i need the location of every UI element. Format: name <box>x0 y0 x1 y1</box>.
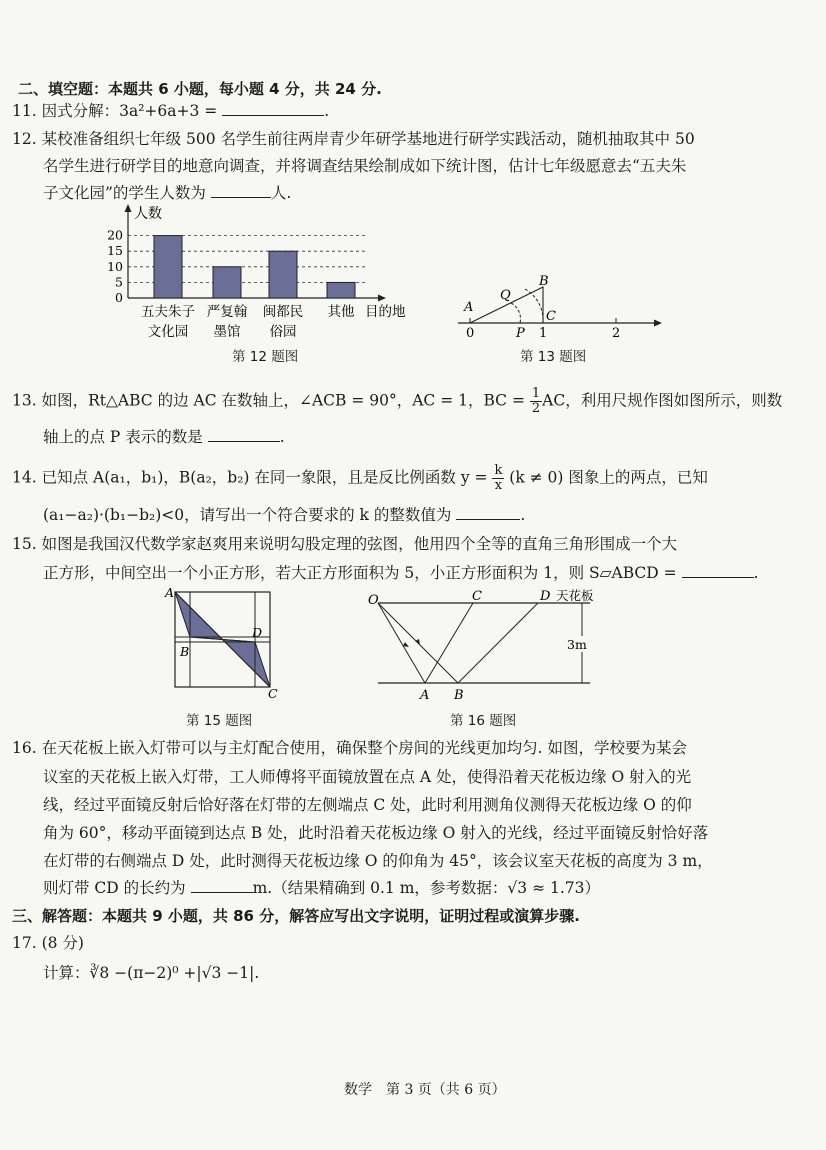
label-ceiling: 天花板 <box>556 588 594 603</box>
bar-1 <box>154 236 182 298</box>
fraction-k-over-x: $\frac{k}{x}$ <box>494 463 503 493</box>
answer-blank <box>682 563 754 578</box>
figure-12-caption: 第 12 题图 <box>232 349 299 365</box>
tick-label-2: 2 <box>612 326 621 341</box>
x-axis-arrow <box>378 295 386 302</box>
y-tick-label-20: 20 <box>107 227 123 243</box>
page-footer: 数学 第 3 页（共 6 页） <box>344 1082 506 1098</box>
question-17-header <box>12 933 84 953</box>
question-number: 14. <box>12 468 37 487</box>
figure-16-caption: 第 16 题图 <box>450 713 517 729</box>
answer-blank <box>222 101 324 116</box>
question-13-line-1: 13. 如图，Rt△ABC 的边 AC 在数轴上，∠ACB = 90°，AC = 1，BC = $\frac{1}{2}$ AC，利用尺规作图如图所示，则数 <box>12 386 783 416</box>
answer-blank <box>211 183 271 198</box>
question-14-line-2: (a₁−a₂)·(b₁−b₂)<0，请写出一个符合要求的 k 的整数值为 . <box>43 506 526 524</box>
y-tick-label-0: 0 <box>115 290 123 305</box>
question-points: (8 分) <box>41 934 84 952</box>
x-tick-label-3-2: 俗园 <box>269 324 297 340</box>
bar-2 <box>213 267 241 298</box>
label-height: 3m <box>567 637 587 652</box>
question-17-text: 计算：∛8 −(π−2)⁰ +|√3 −1|. <box>43 964 260 982</box>
tick-label-0: 0 <box>466 326 475 341</box>
question-16-line-2: 议室的天花板上嵌入灯带，工人师傅将平面镜放置在点 A 处，使得沿着天花板边缘 O 射入的光 <box>43 768 692 786</box>
label-o: O <box>368 593 379 608</box>
label-b: B <box>454 688 464 703</box>
question-number: 16. <box>12 739 37 757</box>
answer-blank <box>191 878 253 893</box>
question-15-line-1: 15. 如图是我国汉代数学家赵爽用来说明勾股定理的弦图，他用四个全等的直角三角形围成一个大 <box>12 535 678 553</box>
question-16-line-1: 16. 在天花板上嵌入灯带可以与主灯配合使用，确保整个房间的光线更加均匀. 如图，学校要为某会 <box>12 739 687 757</box>
question-text: 因式分解：3a²+6a+3 = <box>41 102 218 120</box>
bar-3 <box>269 251 297 298</box>
figure-12-bar-chart <box>100 200 430 345</box>
label-a: A <box>464 300 474 315</box>
ray-a-c <box>425 603 473 683</box>
question-14-line-1: 14. 已知点 A(a₁，b₁)，B(a₂，b₂) 在同一象限，且是反比例函数 y = $\frac{k}{x}$ (k ≠ 0) 图象上的两点，已知 <box>12 463 708 493</box>
label-p: P <box>516 326 525 341</box>
y-tick-label-10: 10 <box>107 258 123 274</box>
section-3-heading: 三、解答题：本题共 9 小题，共 86 分，解答应写出文字说明，证明过程或演算步骤. <box>12 907 580 925</box>
x-tick-label-3-1: 闽都民 <box>262 304 304 320</box>
question-number: 13. <box>12 391 37 410</box>
question-11: 11. 因式分解：3a²+6a+3 = . <box>12 102 330 120</box>
x-tick-label-4-1: 其他 <box>327 304 355 320</box>
question-12-line-3: 子文化园”的学生人数为 人. <box>43 184 292 202</box>
question-12-line-2: 名学生进行研学目的地意向调查，并将调查结果绘制成如下统计图，估计七年级愿意去“五夫朱 <box>43 157 687 175</box>
question-13-line-2: 轴上的点 P 表示的数是 . <box>43 428 285 446</box>
y-axis-label: 人数 <box>134 206 162 222</box>
question-number: 15. <box>12 535 37 553</box>
bar-4 <box>327 282 355 298</box>
small-square-edge <box>190 637 255 642</box>
ray-b-d <box>458 603 538 683</box>
x-axis-label: 目的地 <box>365 304 406 320</box>
y-tick-label-15: 15 <box>107 243 123 259</box>
question-16-line-5: 在灯带的右侧端点 D 处，此时测得天花板边缘 O 的仰角为 45°，该会议室天花板的高度为 3 m， <box>43 852 713 870</box>
question-number: 12. <box>12 130 37 148</box>
axis-arrow <box>654 320 662 327</box>
tick-label-1: 1 <box>539 326 548 341</box>
y-tick-label-5: 5 <box>115 274 123 290</box>
label-d: D <box>540 589 551 604</box>
arc-bq <box>511 303 520 323</box>
answer-blank <box>456 505 520 520</box>
figure-15-zhao-shuang-diagram <box>160 585 285 705</box>
question-number: 11. <box>12 102 37 120</box>
label-a: A <box>165 585 175 600</box>
label-q: Q <box>500 288 511 303</box>
x-tick-label-2-2: 墨馆 <box>213 324 241 340</box>
figure-15-caption: 第 15 题图 <box>186 713 253 729</box>
label-b: B <box>539 274 549 289</box>
fraction-one-half: $\frac{1}{2}$ <box>531 386 541 416</box>
question-16-line-3: 线，经过平面镜反射后恰好落在灯带的左侧端点 C 处，此时利用测角仪测得天花板边缘 O 的仰 <box>43 796 692 814</box>
section-2-heading: 二、填空题：本题共 6 小题，每小题 4 分，共 24 分. <box>18 80 382 98</box>
question-16-line-6: 则灯带 CD 的长约为 m.（结果精确到 0.1 m，参考数据：√3 ≈ 1.73） <box>43 879 601 897</box>
question-12-line-1: 12. 某校准备组织七年级 500 名学生前往两岸青少年研学基地进行研学实践活动，随机抽取其中 50 <box>12 130 695 148</box>
question-15-line-2: 正方形，中间空出一个小正方形，若大正方形面积为 5，小正方形面积为 1，则 S▱ABCD = . <box>43 564 759 582</box>
figure-13-caption: 第 13 题图 <box>520 349 587 365</box>
y-axis-arrow <box>125 204 132 212</box>
label-c: C <box>546 309 556 324</box>
figure-16-ceiling-mirror <box>360 586 620 706</box>
x-tick-label-1-1: 五夫朱子 <box>141 304 195 320</box>
x-tick-label-1-2: 文化园 <box>147 324 189 340</box>
question-16-line-4: 角为 60°，移动平面镜到达点 B 处，此时沿着天花板边缘 O 射入的光线，经过平面镜反射恰好落 <box>43 824 709 842</box>
arrow-o-b <box>415 639 420 645</box>
figure-13-number-line <box>440 272 665 342</box>
answer-blank <box>208 427 280 442</box>
label-d: D <box>252 625 263 640</box>
x-tick-label-2-1: 严复翰 <box>206 304 248 320</box>
label-c: C <box>472 589 482 604</box>
question-number: 17. <box>12 934 37 952</box>
label-b: B <box>180 644 190 659</box>
label-c: C <box>268 686 278 701</box>
label-a: A <box>420 688 430 703</box>
